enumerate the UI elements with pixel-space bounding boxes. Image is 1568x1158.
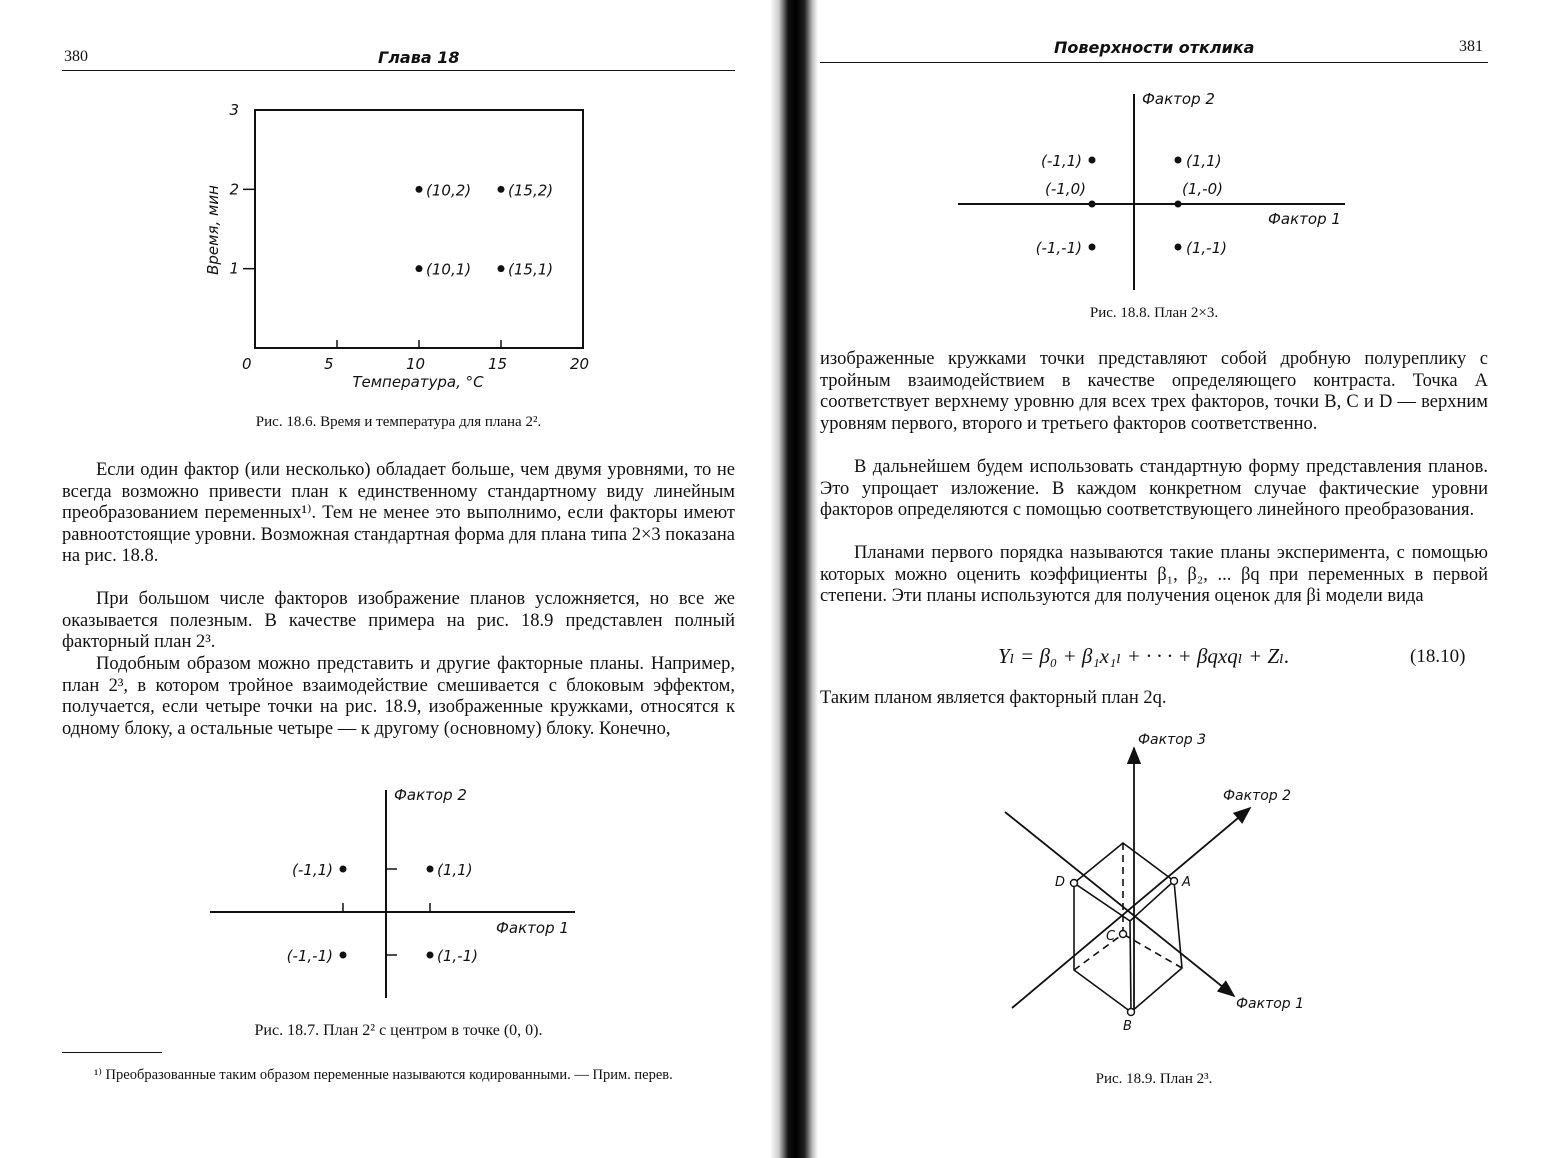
- point-label: (-1,-1): [286, 947, 333, 965]
- factor-1-label: Фактор 1: [1268, 210, 1341, 228]
- point-label: (1,-1): [437, 947, 478, 965]
- y-axis-label: Время, мин: [204, 185, 222, 275]
- paragraph-4: изображенные кружками точки представляют собой дробную полуреплику с тройным взаимодействием в качестве определяющего контраста. Точка A соответствует верхнему уровню для всех трех факторов, точки B, C и D — верхним уровням первого, второго и третьего факторов соответственно.: [820, 349, 1488, 434]
- y-tick-label: 3: [229, 101, 239, 119]
- point-label: (1,1): [1186, 152, 1222, 170]
- footnote-rule: [62, 1052, 162, 1053]
- running-head-left: Глава 18: [378, 48, 460, 67]
- paragraph-6: Планами первого порядка называются такие планы эксперимента, с помощью которых можно оценить коэффициенты β₁, β₂, ... βq при переменных в первой степени. Эти планы используются для получения оценок для βi модели вида: [820, 543, 1488, 607]
- x-axis-label: Температура, °C: [352, 373, 484, 391]
- x-tick-label: 15: [488, 355, 508, 373]
- factor-2-label: Фактор 2: [1142, 90, 1215, 108]
- data-point-label: (15,2): [508, 181, 554, 200]
- equation-number: (18.10): [1410, 646, 1466, 667]
- vertex-label: B: [1123, 1019, 1132, 1034]
- figure-18-7-caption: Рис. 18.7. План 2² с центром в точке (0, 0).: [254, 1022, 543, 1039]
- data-point-label: (10,1): [426, 260, 472, 279]
- factor-3-label: Фактор 3: [1138, 732, 1207, 748]
- vertex-B: [1128, 1009, 1135, 1016]
- vertex-label: D: [1055, 875, 1066, 890]
- page-number-right: 381: [1459, 38, 1483, 55]
- figure-18-9-caption: Рис. 18.9. План 2³.: [1095, 1071, 1213, 1087]
- running-head-right: Поверхности отклика: [1054, 38, 1255, 57]
- factor-1-label: Фактор 1: [496, 919, 569, 937]
- x-tick-label: 20: [570, 355, 590, 373]
- cube: [1074, 843, 1182, 1012]
- figure-18-7-diagram: [0, 0, 790, 1040]
- design-point: [427, 952, 434, 959]
- paragraph-3: Подобным образом можно представить и другие факторные планы. Например, план 2³, в котором тройное взаимодействие смешивается с блоковым эффектом, получается, если четыре точки на рис. 18.9, изображенные кружками, относятся к одному блоку, а остальные четыре — к другому (основному) блоку. Конечно,: [62, 654, 735, 739]
- point-label: (1,-0): [1182, 180, 1223, 198]
- point-label: (-1,1): [1041, 152, 1082, 170]
- paragraph-1: Если один фактор (или несколько) обладает больше, чем двумя уровнями, то не всегда возможно привести план к единственному стандартному виду линейным преобразованием переменных¹⁾. Тем не менее это выполнимо, если факторы имеют равноотстоящие уровни. Возможная стандартная форма для плана типа 2×3 показана на рис. 18.8.: [62, 460, 735, 567]
- factor-2-label: Фактор 2: [1223, 788, 1292, 804]
- x-tick-label: 10: [406, 355, 426, 373]
- x-tick-label: 5: [324, 355, 334, 373]
- paragraph-2: При большом числе факторов изображение планов усложняется, но все же оказывается полезным. В качестве примера на рис. 18.9 представлен полный факторный план 2³.: [62, 589, 735, 653]
- vertex-A: [1171, 878, 1178, 885]
- factor-1-label: Фактор 1: [1236, 996, 1305, 1012]
- y-tick-label: 1: [229, 259, 239, 278]
- design-point: [427, 866, 434, 873]
- point-label: (1,-1): [1186, 239, 1227, 257]
- paragraph-5: В дальнейшем будем использовать стандартную форму представления планов. Это упрощает изложение. В каждом конкретном случае фактические уровни факторов определяются с помощью соответствующего линейного преобразования.: [820, 457, 1488, 521]
- figure-18-9-diagram: [790, 0, 1568, 1060]
- vertex-D: [1071, 880, 1078, 887]
- design-point: [340, 866, 347, 873]
- vertex-C: [1120, 931, 1127, 938]
- figure-18-6-caption: Рис. 18.6. Время и температура для плана 2².: [255, 414, 542, 430]
- page-number-left: 380: [64, 48, 88, 65]
- point-label: (-1,1): [292, 861, 333, 879]
- vertex-label: A: [1182, 875, 1191, 890]
- design-point: [340, 952, 347, 959]
- factor-2-label: Фактор 2: [394, 786, 467, 804]
- point-label: (-1,0): [1045, 180, 1086, 198]
- factor-1-axis: [1005, 812, 1234, 996]
- point-label: (-1,-1): [1035, 239, 1082, 257]
- footnote: ¹⁾ Преобразованные таким образом переменные называются кодированными. — Прим. перев.: [94, 1067, 673, 1083]
- data-point-label: (15,1): [508, 260, 554, 279]
- point-label: (1,1): [437, 861, 473, 879]
- figure-18-8-caption: Рис. 18.8. План 2×3.: [1089, 305, 1219, 321]
- paragraph-7: Таким планом является факторный план 2q.: [820, 688, 1167, 708]
- formula-18-10: Yₗ = β₀ + β₁x₁ₗ + · · · + βqxqₗ + Zₗ.: [998, 644, 1290, 668]
- right-page: [790, 0, 1568, 1158]
- x-tick-label: 0: [242, 355, 252, 373]
- y-tick-label: 2: [229, 180, 239, 199]
- data-point-label: (10,2): [426, 181, 472, 200]
- vertex-label: C: [1106, 929, 1116, 944]
